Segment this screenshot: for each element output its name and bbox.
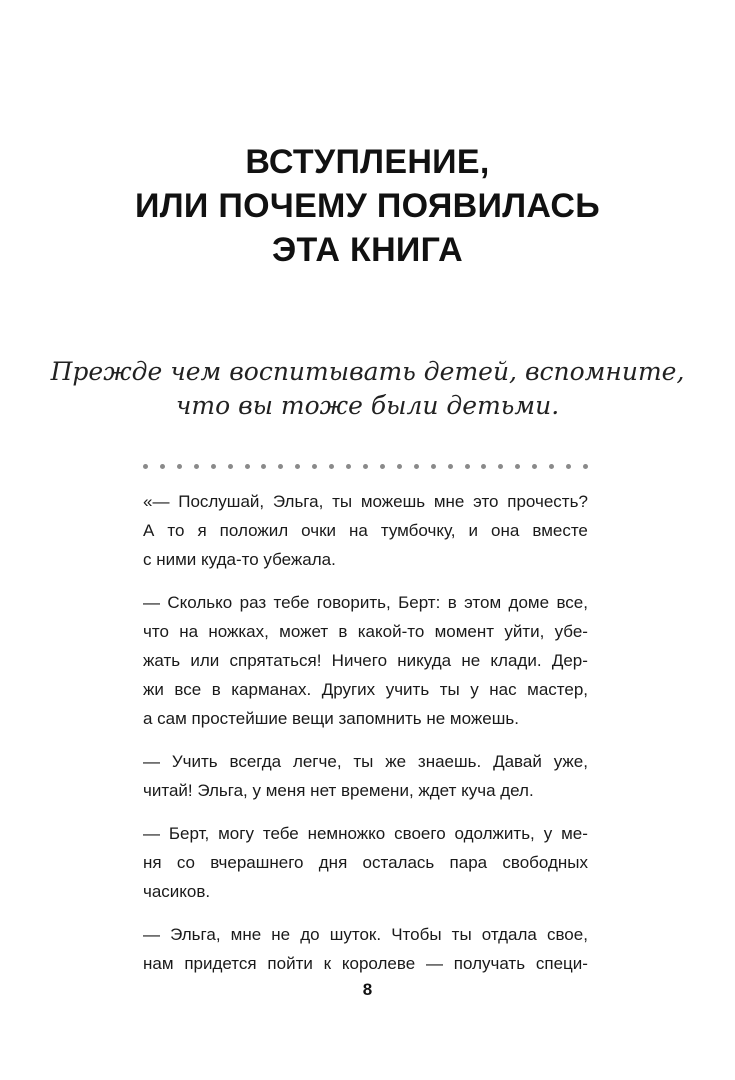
text-line: а сам простейшие вещи запомнить не можешь. — [143, 709, 519, 728]
divider-dot — [346, 464, 351, 469]
epigraph-line-1: Прежде чем воспитывать детей, вспомните, — [50, 357, 685, 386]
paragraph — [143, 487, 588, 574]
divider-dot — [245, 464, 250, 469]
text-line: — Учить всегда легче, ты же знаешь. Давай уже, — [143, 752, 588, 771]
chapter-title-line-2: ИЛИ ПОЧЕМУ ПОЯВИЛАСЬ — [135, 187, 600, 225]
divider-dot — [143, 464, 148, 469]
divider-dot — [532, 464, 537, 469]
dotted-divider — [143, 462, 588, 470]
text-line: читай! Эльга, у меня нет времени, ждет куча дел. — [143, 781, 534, 800]
divider-dot — [515, 464, 520, 469]
text-line: с ними куда-то убежала. — [143, 550, 336, 569]
divider-dot — [228, 464, 233, 469]
chapter-title — [0, 140, 735, 272]
divider-dot — [498, 464, 503, 469]
text-line: «— Послушай, Эльга, ты можешь мне это прочесть? — [143, 492, 588, 511]
paragraph — [143, 819, 588, 906]
text-line: жи все в карманах. Других учить ты у нас мастер, — [143, 680, 588, 699]
text-line: что на ножках, может в какой-то момент уйти, убе- — [143, 622, 588, 641]
divider-dot — [363, 464, 368, 469]
divider-dot — [261, 464, 266, 469]
page-number: 8 — [362, 980, 373, 999]
divider-dot — [397, 464, 402, 469]
epigraph — [0, 355, 735, 423]
chapter-title-line-3: ЭТА КНИГА — [272, 231, 463, 269]
divider-dot — [465, 464, 470, 469]
divider-dot — [583, 464, 588, 469]
divider-dot — [481, 464, 486, 469]
divider-dot — [312, 464, 317, 469]
divider-dot — [211, 464, 216, 469]
chapter-title-line-1: ВСТУПЛЕНИЕ, — [245, 143, 490, 181]
divider-dot — [380, 464, 385, 469]
text-line: А то я положил очки на тумбочку, и она вместе — [143, 521, 588, 540]
divider-dot — [278, 464, 283, 469]
text-line: часиков. — [143, 882, 211, 901]
text-line: нам придется пойти к королеве — получать специ- — [143, 954, 588, 973]
text-line: — Берт, могу тебе немножко своего одолжить, у ме- — [143, 824, 588, 843]
text-line: — Сколько раз тебе говорить, Берт: в этом доме все, — [143, 593, 588, 612]
divider-dot — [160, 464, 165, 469]
epigraph-line-2: что вы тоже были детьми. — [175, 391, 560, 420]
divider-dot — [414, 464, 419, 469]
divider-dot — [177, 464, 182, 469]
divider-dot — [549, 464, 554, 469]
divider-dot — [448, 464, 453, 469]
text-line: — Эльга, мне не до шуток. Чтобы ты отдала свое, — [143, 925, 588, 944]
divider-dot — [295, 464, 300, 469]
divider-dot — [329, 464, 334, 469]
divider-dot — [194, 464, 199, 469]
text-line: жать или спрятаться! Ничего никуда не клади. Дер- — [143, 651, 588, 670]
text-line: ня со вчерашнего дня осталась пара свободных — [143, 853, 588, 872]
paragraph — [143, 747, 588, 805]
divider-dot — [431, 464, 436, 469]
paragraph — [143, 588, 588, 733]
paragraph — [143, 920, 588, 978]
divider-dot — [566, 464, 571, 469]
body-text — [143, 487, 588, 992]
